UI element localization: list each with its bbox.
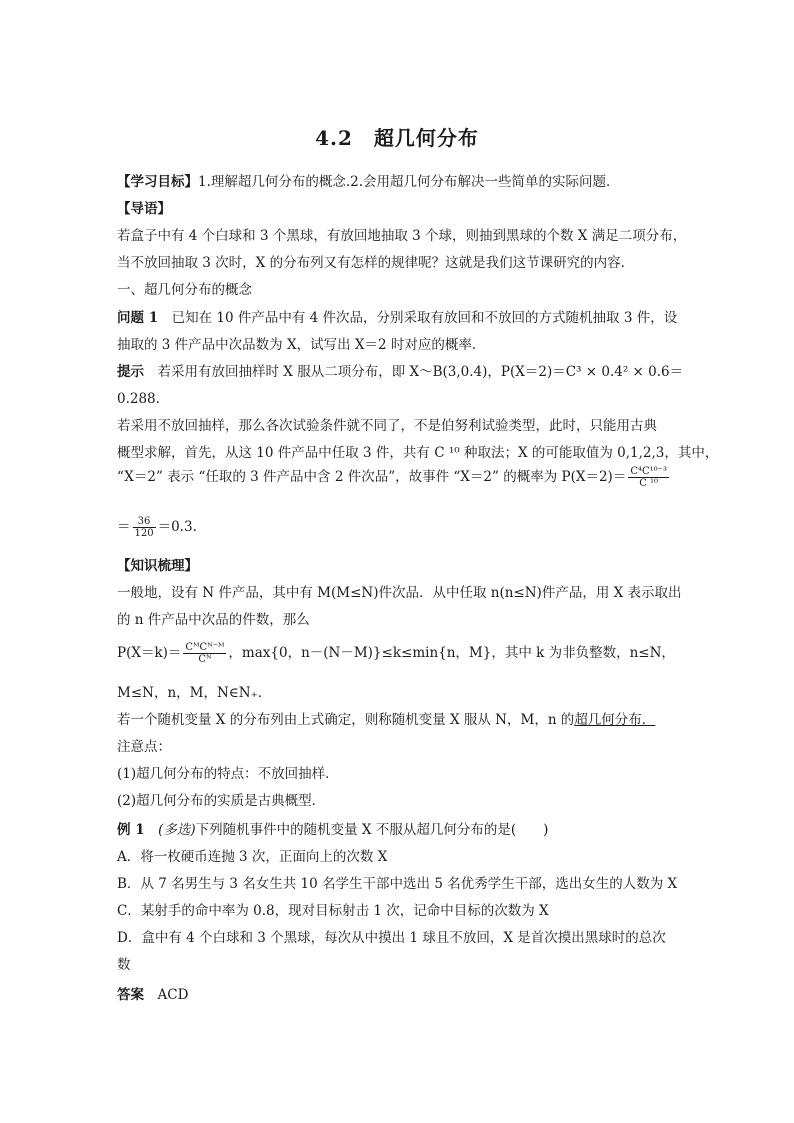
fraction-denominator: C ¹⁰ <box>639 478 659 489</box>
option-a: A．将一枚硬币连抛 3 次，正面向上的次数 X <box>117 849 388 865</box>
hint-line-5-text: “X＝2” 表示 “任取的 3 件产品中含 2 件次品”，故事件 “X＝2” 的概率为 P(X＝2)＝ <box>117 469 627 485</box>
answer-label: 答案 <box>117 987 144 1003</box>
knowledge-line-1: 一般地，设有 N 件产品，其中有 M(M≤N)件次品．从中任取 n(n≤N)件产品，用 X 表示取出 <box>117 585 682 601</box>
notes-label: 注意点： <box>117 739 171 755</box>
hint-line-1: 若采用有放回抽样时 X 服从二项分布，即 X～B(3,0.4)，P(X＝2)＝C³ × 0.4² × 0.6＝ <box>144 364 684 380</box>
hint-line-3: 若采用不放回抽样，那么各次试验条件就不同了，不是伯努利试验类型，此时，只能用古典 <box>117 418 657 434</box>
hint-line-6-pre: ＝ <box>117 519 131 535</box>
knowledge-line-2: 的 n 件产品中次品的件数，那么 <box>117 612 310 628</box>
example-text: 下列随机事件中的随机变量 X 不服从超几何分布的是( ) <box>195 822 549 838</box>
note-item-2: (2)超几何分布的实质是古典概型． <box>117 793 326 809</box>
fraction-numerator: C⁴C¹⁰⁻³ <box>630 466 667 477</box>
intro-label: 【导语】 <box>117 201 171 217</box>
hypergeometric-formula <box>117 642 687 665</box>
hint-line-2: 0.288. <box>117 391 160 407</box>
example-1 <box>117 820 687 840</box>
option-c: C．某射手的命中率为 0.8，现对目标射击 1 次，记命中目标的次数为 X <box>117 903 549 919</box>
objectives-text: 1.理解超几何分布的概念.2.会用超几何分布解决一些简单的实际问题． <box>198 174 620 190</box>
probability-fraction-1 <box>628 466 669 489</box>
example-tag: (多选) <box>158 822 196 838</box>
fraction-denominator: Cᴺ <box>198 654 212 665</box>
formula-post: ，max{0，n－(N－M)}≤k≤min{n，M}，其中 k 为非负整数，n≤N， <box>228 645 675 661</box>
answer-value: ACD <box>157 987 189 1003</box>
learning-objectives <box>117 172 687 192</box>
hint-line-5 <box>117 466 687 489</box>
fraction-numerator: 36 <box>133 516 156 528</box>
hint-line-6 <box>117 516 687 539</box>
probability-fraction-2 <box>133 516 156 539</box>
hint <box>117 362 687 382</box>
formula-fraction <box>183 642 226 665</box>
problem-label: 问题 1 <box>117 310 159 326</box>
fraction-numerator: CᴹCᴺ⁻ᴹ <box>185 642 225 653</box>
definition-text: 若一个随机变量 X 的分布列由上式确定，则称随机变量 X 服从 N，M，n 的 <box>117 712 575 728</box>
intro-line-1: 若盒子中有 4 个白球和 3 个黑球，有放回地抽取 3 个球，则抽到黑球的个数 X 满足二项分布， <box>117 228 687 244</box>
problem-line-2: 抽取的 3 件产品中次品数为 X，试写出 X＝2 时对应的概率． <box>117 337 486 353</box>
intro-line-2: 当不放回抽取 3 次时，X 的分布列又有怎样的规律呢？这就是我们这节课研究的内容． <box>117 255 635 271</box>
section-heading: 一、超几何分布的概念 <box>117 282 252 298</box>
option-b: B．从 7 名男生与 3 名女生共 10 名学生干部中选出 5 名优秀学生干部，选出女生的人数为 X <box>117 876 678 892</box>
knowledge-line-4: M≤N，n，M，N∈N₊． <box>117 685 272 701</box>
problem-line-1: 已知在 10 件产品中有 4 件次品，分别采取有放回和不放回的方式随机抽取 3 件，设 <box>158 310 678 326</box>
option-d-line-2: 数 <box>117 957 131 973</box>
example-label: 例 1 <box>117 822 145 838</box>
hint-line-6-post: ＝0.3. <box>157 519 197 535</box>
option-d-line-1: D．盒中有 4 个白球和 3 个黑球，每次从中摸出 1 球且不放回，X 是首次摸出黑球时的总次 <box>117 930 666 946</box>
problem-1 <box>117 308 687 328</box>
hint-line-4: 概型求解，首先，从这 10 件产品中任取 3 件，共有 C ¹⁰ 种取法；X 的可能取值为 0,1,2,3，其中， <box>117 445 719 461</box>
fraction-denominator: 120 <box>134 528 154 539</box>
answer <box>117 985 687 1005</box>
hint-label: 提示 <box>117 364 144 380</box>
note-item-1: (1)超几何分布的特点：不放回抽样． <box>117 766 339 782</box>
knowledge-label: 【知识梳理】 <box>117 558 198 574</box>
objectives-label: 【学习目标】 <box>117 174 198 190</box>
page-title: 4.2 超几何分布 <box>315 126 479 150</box>
formula-pre: P(X＝k)＝ <box>117 645 182 661</box>
definition-term: 超几何分布． <box>574 712 656 728</box>
knowledge-line-5 <box>117 710 687 730</box>
